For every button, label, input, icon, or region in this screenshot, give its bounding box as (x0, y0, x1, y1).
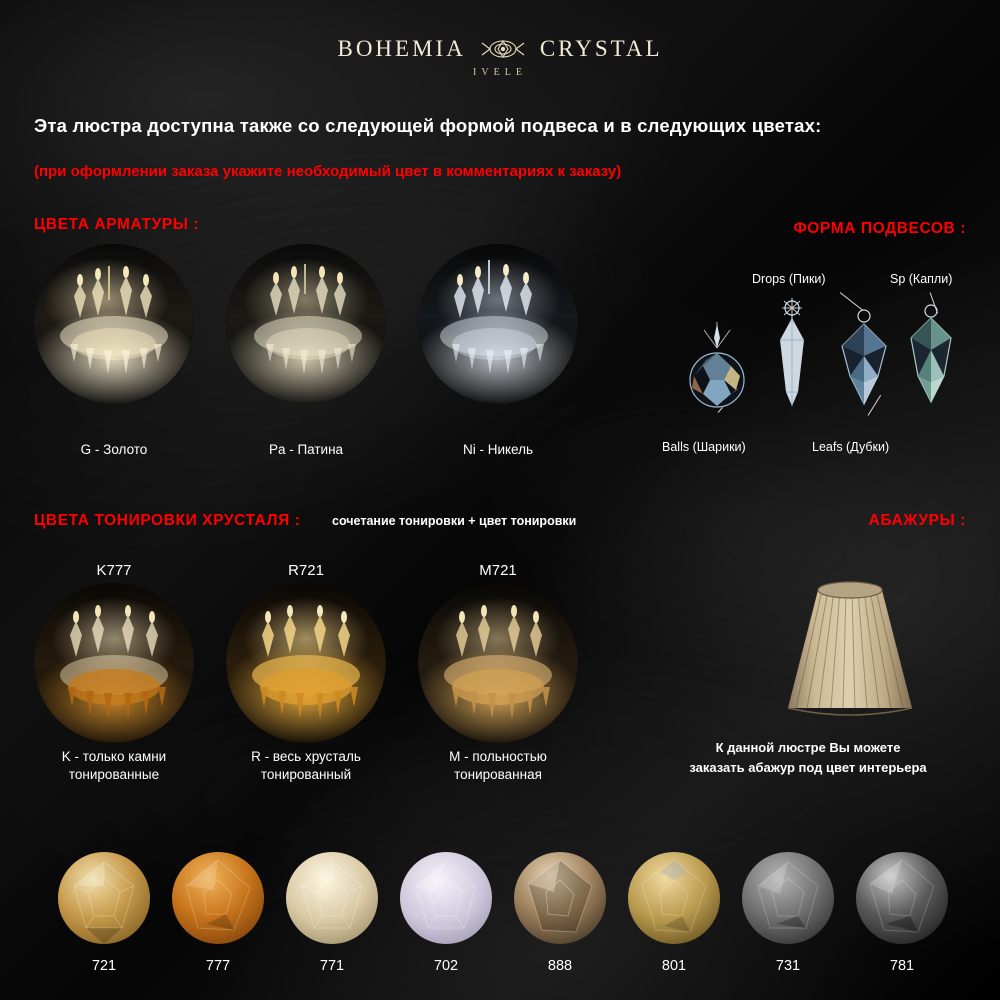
armature-photo-nickel (418, 244, 578, 404)
section-title-tinting: ЦВЕТА ТОНИРОВКИ ХРУСТАЛЯ : (34, 512, 301, 529)
crystal-swatch-721 (58, 852, 150, 944)
brand-logo (0, 34, 1000, 78)
tint-label-r721 (216, 748, 396, 784)
tint-code-r721: R721 (288, 562, 324, 579)
crystal-swatch-771 (286, 852, 378, 944)
armature-photo-patina (226, 244, 386, 404)
pendant-label-balls: Balls (Шарики) (662, 440, 746, 454)
crystal-swatch-731 (742, 852, 834, 944)
crystal-label-771: 771 (319, 958, 345, 974)
crystal-label-777: 777 (205, 958, 231, 974)
lampshade-photo (762, 570, 938, 735)
crystal-swatch-781 (856, 852, 948, 944)
brand-sub: IVELE (473, 67, 527, 78)
pendant-label-sp: Sp (Капли) (890, 272, 953, 286)
lampshade-text-line1: К данной люстре Вы можете (715, 740, 901, 755)
tint-label-k777-line1: K - только камни (61, 749, 167, 764)
pendant-drop-icon (760, 296, 824, 417)
armature-photo-gold (34, 244, 194, 404)
crystal-swatch-777 (172, 852, 264, 944)
tint-label-k777-line2: тонированные (68, 767, 160, 783)
crystal-swatch-888 (514, 852, 606, 944)
armature-label-nickel: Ni - Никель (462, 442, 534, 457)
tint-photo-r721 (226, 583, 386, 743)
tint-photo-k777 (34, 583, 194, 743)
brand-name-left: BOHEMIA (337, 36, 466, 61)
pendant-leaf-icon (826, 306, 902, 417)
page-title: Эта люстра доступна также со следующей формой подвеса и в следующих цветах: (34, 115, 822, 136)
lampshade-text (648, 738, 968, 777)
crystal-label-702: 702 (433, 958, 459, 974)
crystal-label-801: 801 (661, 958, 687, 974)
crystal-label-888: 888 (547, 958, 573, 974)
tint-photo-m721 (418, 583, 578, 743)
pendant-label-leafs: Leafs (Дубки) (812, 440, 890, 454)
lampshade-text-line2: заказать абажур под цвет интерьера (689, 759, 927, 775)
pendant-sp-icon (896, 302, 966, 417)
crystal-swatch-702 (400, 852, 492, 944)
crystal-label-721: 721 (91, 958, 117, 974)
tint-label-m721-line2: тонированная (454, 767, 542, 783)
crystal-label-781: 781 (889, 958, 915, 974)
armature-label-gold: G - Золото (80, 442, 148, 457)
tint-code-k777: K777 (96, 562, 132, 579)
tint-label-r721-line2: тонированный (260, 767, 352, 783)
armature-label-patina: Pa - Патина (268, 442, 344, 457)
tint-label-m721 (408, 748, 588, 784)
tint-code-m721: M721 (479, 562, 517, 579)
crystal-swatch-801 (628, 852, 720, 944)
pendant-label-drops: Drops (Пики) (752, 272, 826, 286)
tint-label-k777 (24, 748, 204, 784)
pendant-ball-icon (676, 318, 758, 421)
crystal-ornament-icon (480, 34, 526, 64)
brand-name-right: CRYSTAL (539, 36, 663, 61)
section-title-armature: ЦВЕТА АРМАТУРЫ : (34, 216, 200, 233)
section-title-shades: АБАЖУРЫ : (868, 512, 966, 529)
tint-label-r721-line1: R - весь хрусталь (251, 749, 361, 764)
order-note: (при оформлении заказа укажите необходимый цвет в комментариях к заказу) (34, 163, 622, 180)
crystal-label-731: 731 (775, 958, 801, 974)
tinting-note: сочетание тонировки + цвет тонировки (332, 514, 577, 528)
tint-label-m721-line1: M - польностью (449, 749, 547, 764)
section-title-pendants: ФОРМА ПОДВЕСОВ : (793, 220, 966, 237)
